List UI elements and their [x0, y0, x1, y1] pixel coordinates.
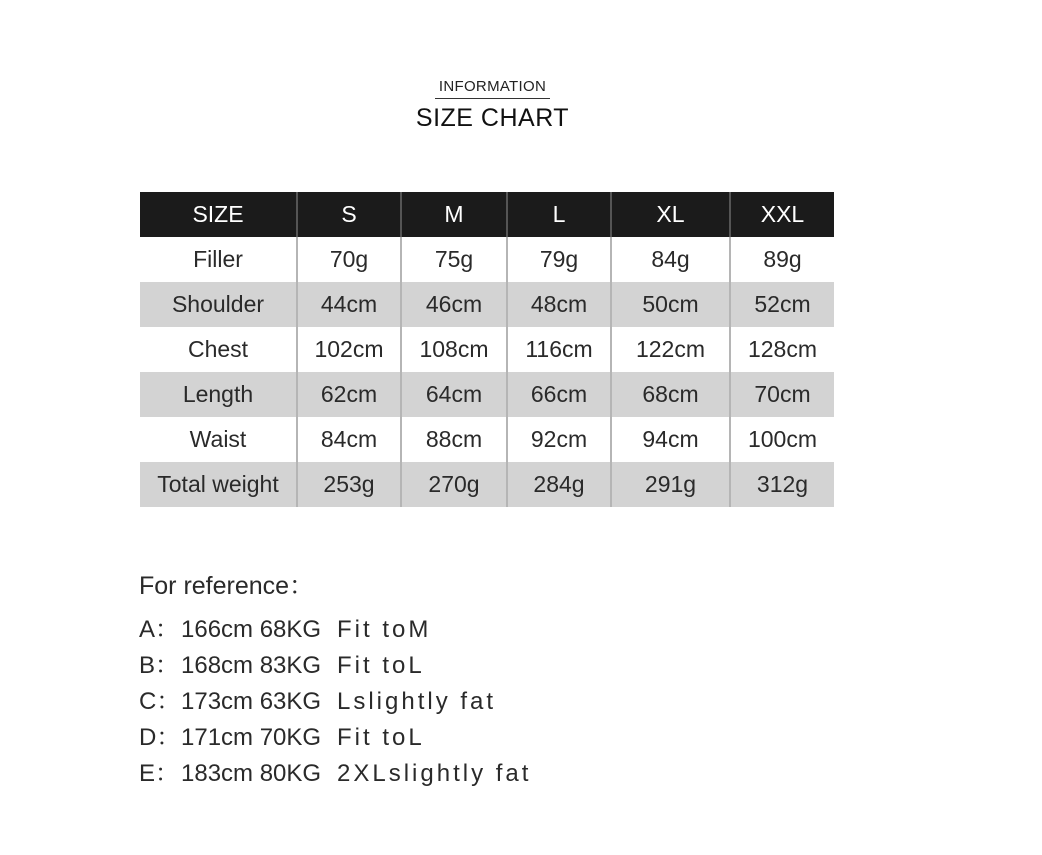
reference-fit: Fit toL: [337, 724, 425, 751]
reference-letter: C：: [139, 688, 181, 715]
column-header-size: SIZE: [140, 192, 297, 237]
table-cell: 92cm: [507, 417, 611, 462]
table-row-waist: [140, 417, 834, 462]
table-cell: 64cm: [401, 372, 507, 417]
reference-item: [139, 612, 531, 648]
reference-section: [139, 566, 531, 792]
table-cell: 102cm: [297, 327, 401, 372]
reference-fit: Fit toL: [337, 652, 425, 679]
table-cell: 62cm: [297, 372, 401, 417]
reference-body-stats: 171cm 70KG: [181, 724, 322, 751]
table-cell: 79g: [507, 237, 611, 282]
column-header-l: L: [507, 192, 611, 237]
reference-body-stats: 183cm 80KG: [181, 760, 322, 787]
table-header-row: [140, 192, 834, 237]
reference-body-stats: 173cm 63KG: [181, 688, 322, 715]
reference-fit: 2XLslightly fat: [337, 760, 532, 787]
table-cell: 108cm: [401, 327, 507, 372]
table-cell: 44cm: [297, 282, 401, 327]
table-cell: 270g: [401, 462, 507, 507]
table-cell: 46cm: [401, 282, 507, 327]
header-subtitle: INFORMATION: [435, 78, 550, 99]
table-row-length: [140, 372, 834, 417]
table-cell: 312g: [730, 462, 834, 507]
reference-body-stats: 166cm 68KG: [181, 616, 322, 643]
reference-item: [139, 648, 531, 684]
reference-body-stats: 168cm 83KG: [181, 652, 322, 679]
table-cell: 52cm: [730, 282, 834, 327]
row-label: Filler: [140, 237, 297, 282]
table-cell: 68cm: [611, 372, 730, 417]
table-cell: 100cm: [730, 417, 834, 462]
table-cell: 48cm: [507, 282, 611, 327]
row-label: Waist: [140, 417, 297, 462]
column-header-xl: XL: [611, 192, 730, 237]
table-cell: 116cm: [507, 327, 611, 372]
reference-title: For reference：: [139, 572, 315, 600]
table-cell: 70cm: [730, 372, 834, 417]
column-header-s: S: [297, 192, 401, 237]
table-cell: 253g: [297, 462, 401, 507]
table-cell: 291g: [611, 462, 730, 507]
table-cell: 94cm: [611, 417, 730, 462]
table-row-shoulder: [140, 282, 834, 327]
table-cell: 84cm: [297, 417, 401, 462]
column-header-xxl: XXL: [730, 192, 834, 237]
reference-letter: A：: [139, 616, 180, 643]
table-cell: 75g: [401, 237, 507, 282]
table-row-total-weight: [140, 462, 834, 507]
page-title: SIZE CHART: [415, 104, 570, 132]
reference-item: [139, 684, 531, 720]
table-cell: 122cm: [611, 327, 730, 372]
table-row-filler: [140, 237, 834, 282]
table-cell: 66cm: [507, 372, 611, 417]
row-label: Total weight: [140, 462, 297, 507]
size-table: [140, 192, 834, 507]
reference-fit: Lslightly fat: [337, 688, 497, 715]
table-cell: 128cm: [730, 327, 834, 372]
reference-letter: B：: [139, 652, 180, 679]
table-cell: 50cm: [611, 282, 730, 327]
column-header-m: M: [401, 192, 507, 237]
table-cell: 84g: [611, 237, 730, 282]
reference-letter: D：: [139, 724, 181, 751]
reference-item: [139, 720, 531, 756]
reference-letter: E：: [139, 760, 180, 787]
row-label: Shoulder: [140, 282, 297, 327]
reference-fit: Fit toM: [337, 616, 432, 643]
row-label: Length: [140, 372, 297, 417]
chart-header: [0, 78, 985, 133]
reference-item: [139, 756, 531, 792]
table-cell: 88cm: [401, 417, 507, 462]
table-cell: 70g: [297, 237, 401, 282]
table-cell: 284g: [507, 462, 611, 507]
row-label: Chest: [140, 327, 297, 372]
table-row-chest: [140, 327, 834, 372]
table-cell: 89g: [730, 237, 834, 282]
